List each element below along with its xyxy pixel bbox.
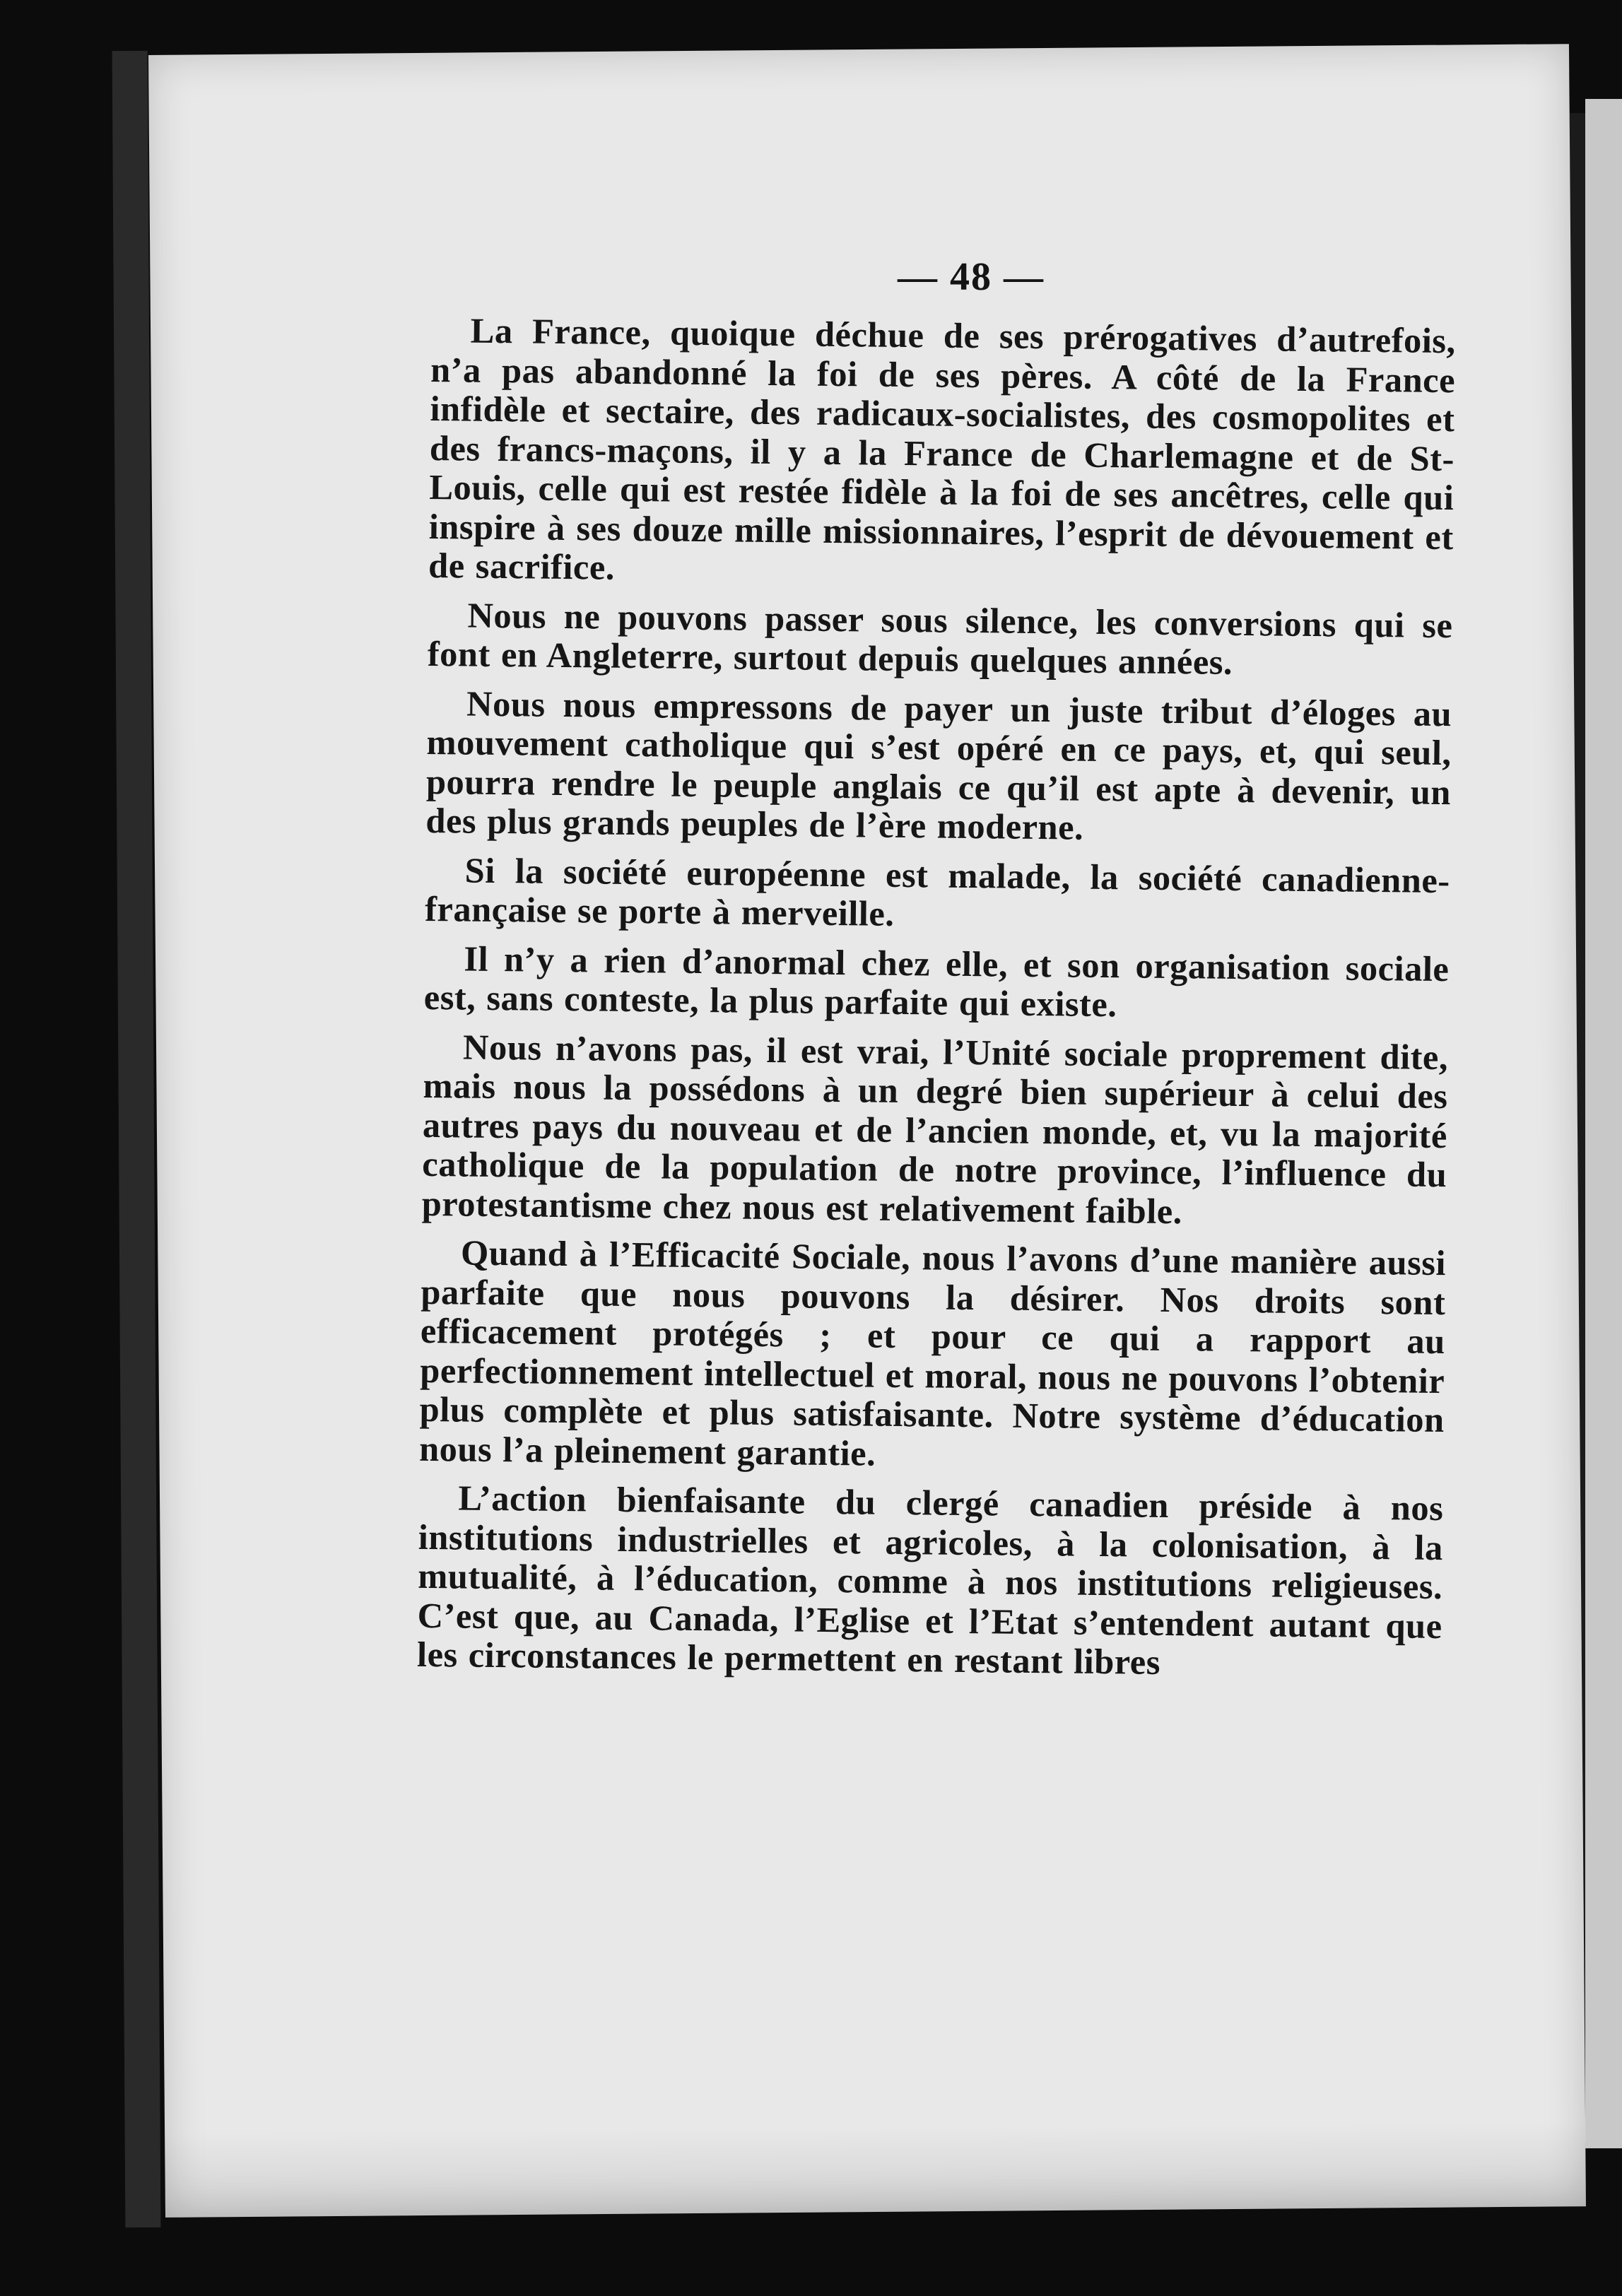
paragraph-3: Nous nous empressons de payer un juste tribut d’éloges au mouvement catholique qui s’est opéré en ce pays, et, qui seul, pourra rendre le peuple anglais ce qu’il est apte à devenir, un des plus grands peuples de l’ère moderne. [425,683,1452,847]
paragraph-1: La France, quoique déchue de ses prérogatives d’autrefois, n’a pas abandonné la foi de ses pères. A côté de la France infidèle et sectaire, des radicaux-socialistes, des cosmopolites et des francs-maçons, il y a la France de Charlemagne et de St-Louis, celle qui est restée fidèle à la foi de ses ancêtres, celle qui inspire à ses douze mille missionnaires, l’esprit de dévouement et de sacrifice. [428,310,1456,587]
paragraph-8: L’action bienfaisante du clergé canadien préside à nos institutions industrielles et agricoles, à la colonisation, à la mutualité, à l’éducation, comme à nos institutions religieuses. C’est que, au Canada, l’Eglise et l’Etat s’entendent autant que les circonstances le permettent en restant libres [416,1478,1444,1682]
page-number: — 48 — [898,255,1045,299]
paragraph-2: Nous ne pouvons passer sous silence, les conversions qui se font en Angleterre, surtout depuis quelques années. [427,595,1453,682]
paragraph-7: Quand à l’Efficacité Sociale, nous l’avons d’une manière aussi parfaite que nous pouvons la désirer. Nos droits sont efficacement protégés ; et pour ce qui a rapport au perfectionnement intellectuel et moral, nous ne pouvons l’obtenir plus complète et plus satisfaisante. Notre système d’éducation nous l’a pleinement garantie. [418,1232,1447,1473]
next-page-sliver [1585,99,1622,2148]
paragraph-4: Si la société européenne est malade, la société canadienne-française se porte à merveille. [424,850,1450,934]
paragraph-5: Il n’y a rien d’anormal chez elle, et son organisation sociale est, sans conteste, la plus parfaite qui existe. [423,938,1450,1025]
paper-shadow [165,2121,1586,2218]
body-text [417,311,1456,1685]
paragraph-6: Nous n’avons pas, il est vrai, l’Unité sociale proprement dite, mais nous la possédons à un degré bien supérieur à celui des autres pays du nouveau et de l’ancien monde, et, vu la majorité catholique de la population de notre province, l’influence du protestantisme chez nous est relativement faible. [421,1027,1449,1231]
